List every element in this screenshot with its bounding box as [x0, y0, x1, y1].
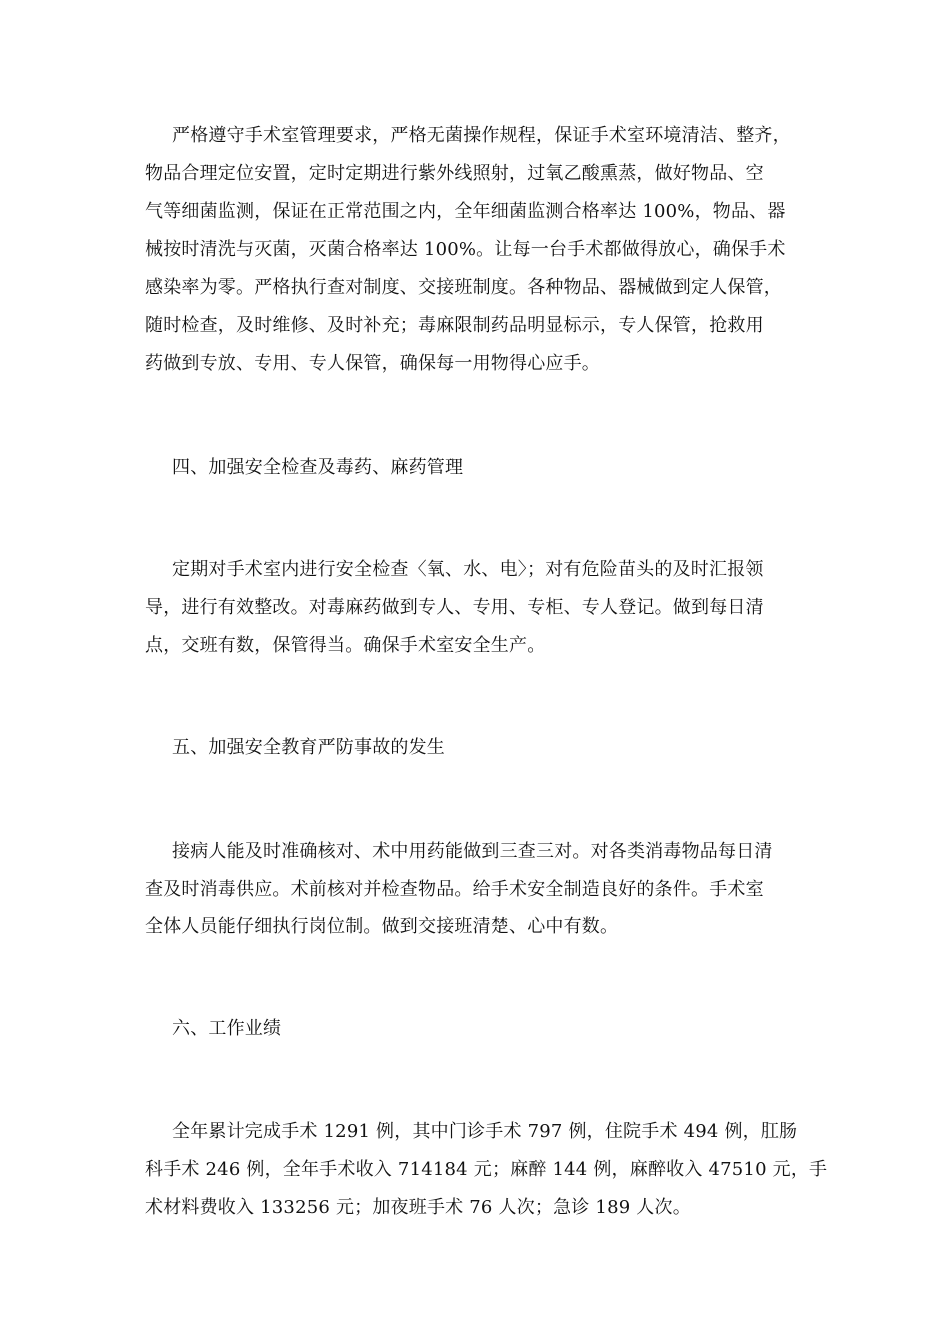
paragraph-line: 点，交班有数，保管得当。确保手术室安全生产。: [145, 635, 546, 656]
paragraph-line: 物品合理定位安置，定时定期进行紫外线照射，过氧乙酸熏蒸，做好物品、空: [145, 163, 764, 184]
paragraph-line: 全年累计完成手术 1291 例，其中门诊手术 797 例，住院手术 494 例，肛肠: [172, 1121, 798, 1142]
section-heading-4: 四、加强安全检查及毒药、麻药管理: [172, 457, 464, 478]
paragraph-line: 药做到专放、专用、专人保管，确保每一用物得心应手。: [145, 353, 600, 374]
paragraph-line: 科手术 246 例，全年手术收入 714184 元；麻醉 144 例，麻醉收入 47510 元，手: [145, 1159, 828, 1180]
paragraph-line: 查及时消毒供应。术前核对并检查物品。给手术安全制造良好的条件。手术室: [145, 879, 764, 900]
paragraph-line: 定期对手术室内进行安全检查〈氧、水、电〉；对有危险苗头的及时汇报领: [172, 559, 764, 580]
paragraph-line: 全体人员能仔细执行岗位制。做到交接班清楚、心中有数。: [145, 916, 619, 937]
section-heading-5: 五、加强安全教育严防事故的发生: [172, 737, 445, 758]
paragraph-line: 术材料费收入 133256 元；加夜班手术 76 人次；急诊 189 人次。: [145, 1197, 691, 1218]
paragraph-line: 严格遵守手术室管理要求，严格无菌操作规程，保证手术室环境清洁、整齐，: [172, 125, 791, 146]
section-heading-6: 六、工作业绩: [172, 1018, 282, 1039]
paragraph-line: 气等细菌监测，保证在正常范围之内，全年细菌监测合格率达 100%，物品、器: [145, 201, 786, 222]
paragraph-line: 械按时清洗与灭菌，灭菌合格率达 100%。让每一台手术都做得放心，确保手术: [145, 239, 786, 260]
paragraph-line: 随时检查，及时维修、及时补充；毒麻限制药品明显标示，专人保管，抢救用: [145, 315, 764, 336]
paragraph-line: 感染率为零。严格执行查对制度、交接班制度。各种物品、器械做到定人保管，: [145, 277, 782, 298]
paragraph-line: 接病人能及时准确核对、术中用药能做到三查三对。对各类消毒物品每日清: [172, 841, 773, 862]
paragraph-line: 导，进行有效整改。对毒麻药做到专人、专用、专柜、专人登记。做到每日清: [145, 597, 764, 618]
